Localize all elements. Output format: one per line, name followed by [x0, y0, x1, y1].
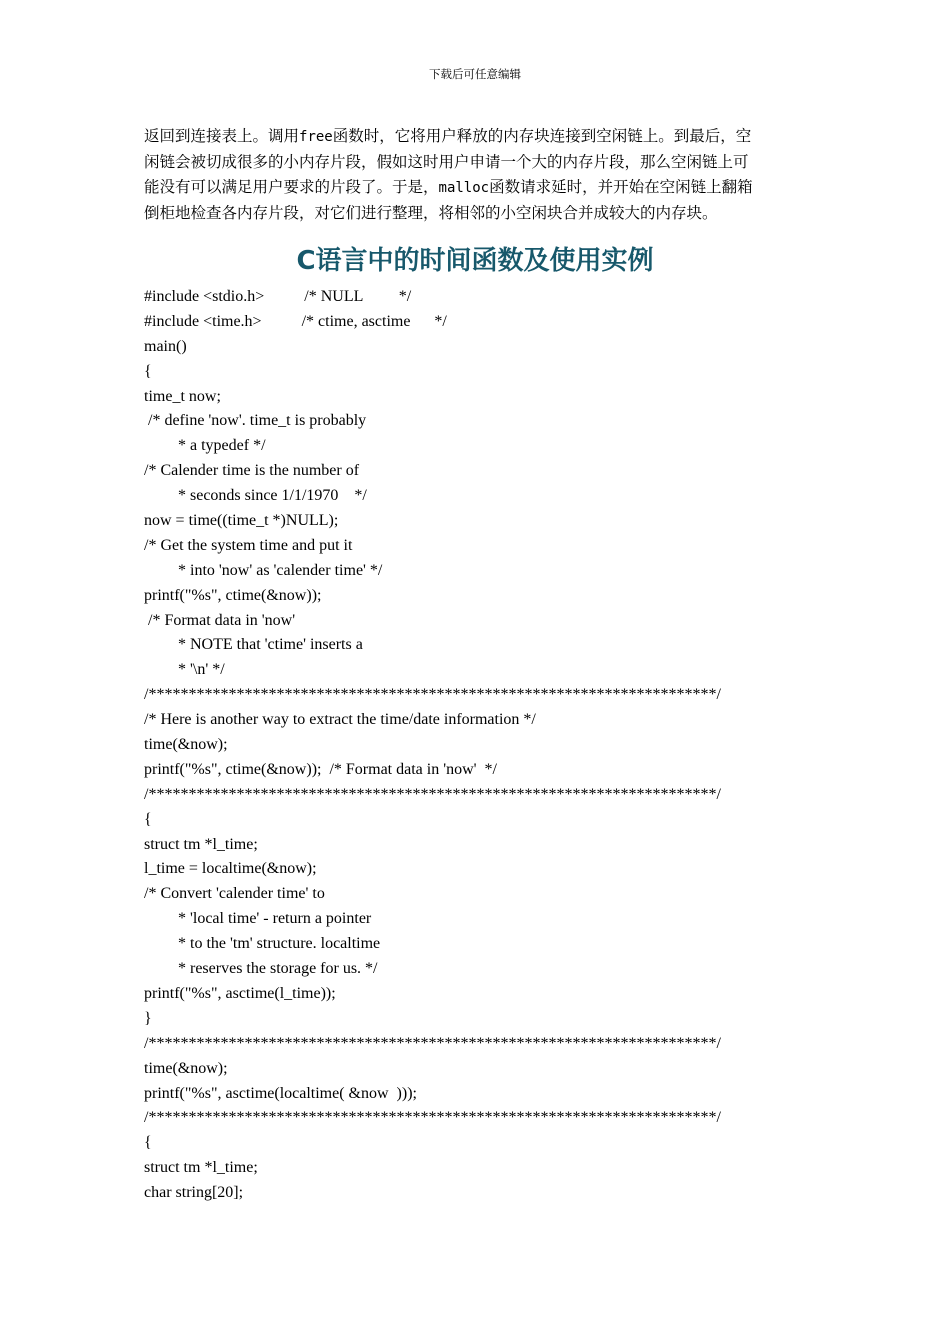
code-line: /***********************************************************************/ [144, 686, 721, 704]
intro-text: 返回到连接表上。调用 [144, 127, 300, 145]
code-line: /* Format data in 'now' [148, 611, 296, 629]
code-listing [144, 285, 824, 1206]
section-title: C语言中的时间函数及使用实例 [296, 246, 654, 276]
code-line: #include <stdio.h> /* NULL */ [144, 288, 412, 305]
code-line: /* Get the system time and put it [144, 536, 353, 554]
code-line: main() [144, 337, 187, 355]
intro-text: 函数时，它将用户释放的内存块连接到空闲链上。到最后，空 [332, 127, 752, 145]
code-line: time(&now); [144, 736, 228, 754]
code-line: printf("%s", asctime(localtime( &now ))); [144, 1084, 417, 1102]
code-line: /***********************************************************************/ [144, 1109, 721, 1127]
code-line: * 'local time' - return a pointer [178, 910, 372, 928]
code-line: * '\n' */ [178, 661, 225, 679]
code-line: /***********************************************************************/ [144, 785, 721, 803]
code-line: printf("%s", ctime(&now)); /* Format data in 'now' */ [144, 760, 497, 778]
code-line: * into 'now' as 'calender time' */ [178, 561, 383, 579]
code-line: /* Convert 'calender time' to [144, 885, 325, 903]
intro-line: 闲链会被切成很多的小内存片段，假如这时用户申请一个大的内存片段，那么空闲链上可 [144, 153, 749, 171]
intro-line [144, 124, 808, 150]
code-line: printf("%s", asctime(l_time)); [144, 984, 336, 1002]
code-line: /* define 'now'. time_t is probably [148, 412, 367, 430]
code-line: struct tm *l_time; [144, 835, 258, 853]
intro-line [144, 175, 808, 201]
code-line: * reserves the storage for us. */ [178, 960, 378, 978]
code-line: time_t now; [144, 387, 221, 405]
intro-line: 倒柜地检查各内存片段，对它们进行整理，将相邻的小空闲块合并成较大的内存块。 [144, 204, 718, 222]
code-line: /* Calender time is the number of [144, 462, 360, 480]
code-line: { [144, 362, 152, 380]
code-line: } [144, 1009, 152, 1027]
code-line: printf("%s", ctime(&now)); [144, 586, 322, 604]
intro-text: 能没有可以满足用户要求的片段了。于是， [144, 178, 439, 196]
code-line: #include <time.h> /* ctime, asctime */ [144, 312, 447, 330]
code-line: char string[20]; [144, 1184, 244, 1202]
inline-code: malloc [438, 180, 490, 196]
code-line: time(&now); [144, 1059, 228, 1077]
code-line: struct tm *l_time; [144, 1159, 258, 1177]
code-line: * a typedef */ [178, 437, 266, 455]
code-line: /* Here is another way to extract the time/date information */ [144, 711, 536, 729]
intro-paragraph [144, 124, 808, 226]
code-line: now = time((time_t *)NULL); [144, 512, 339, 530]
intro-text: 函数请求延时，并开始在空闲链上翻箱 [489, 178, 753, 196]
inline-code: free [299, 129, 333, 145]
page-header-note: 下载后可任意编辑 [429, 67, 521, 81]
code-line: * to the 'tm' structure. localtime [178, 935, 381, 953]
code-line: * seconds since 1/1/1970 */ [178, 487, 367, 505]
code-line: { [144, 810, 152, 828]
code-line: /***********************************************************************/ [144, 1034, 721, 1052]
code-line: * NOTE that 'ctime' inserts a [178, 636, 363, 654]
code-line: { [144, 1134, 152, 1152]
code-line: l_time = localtime(&now); [144, 860, 317, 878]
